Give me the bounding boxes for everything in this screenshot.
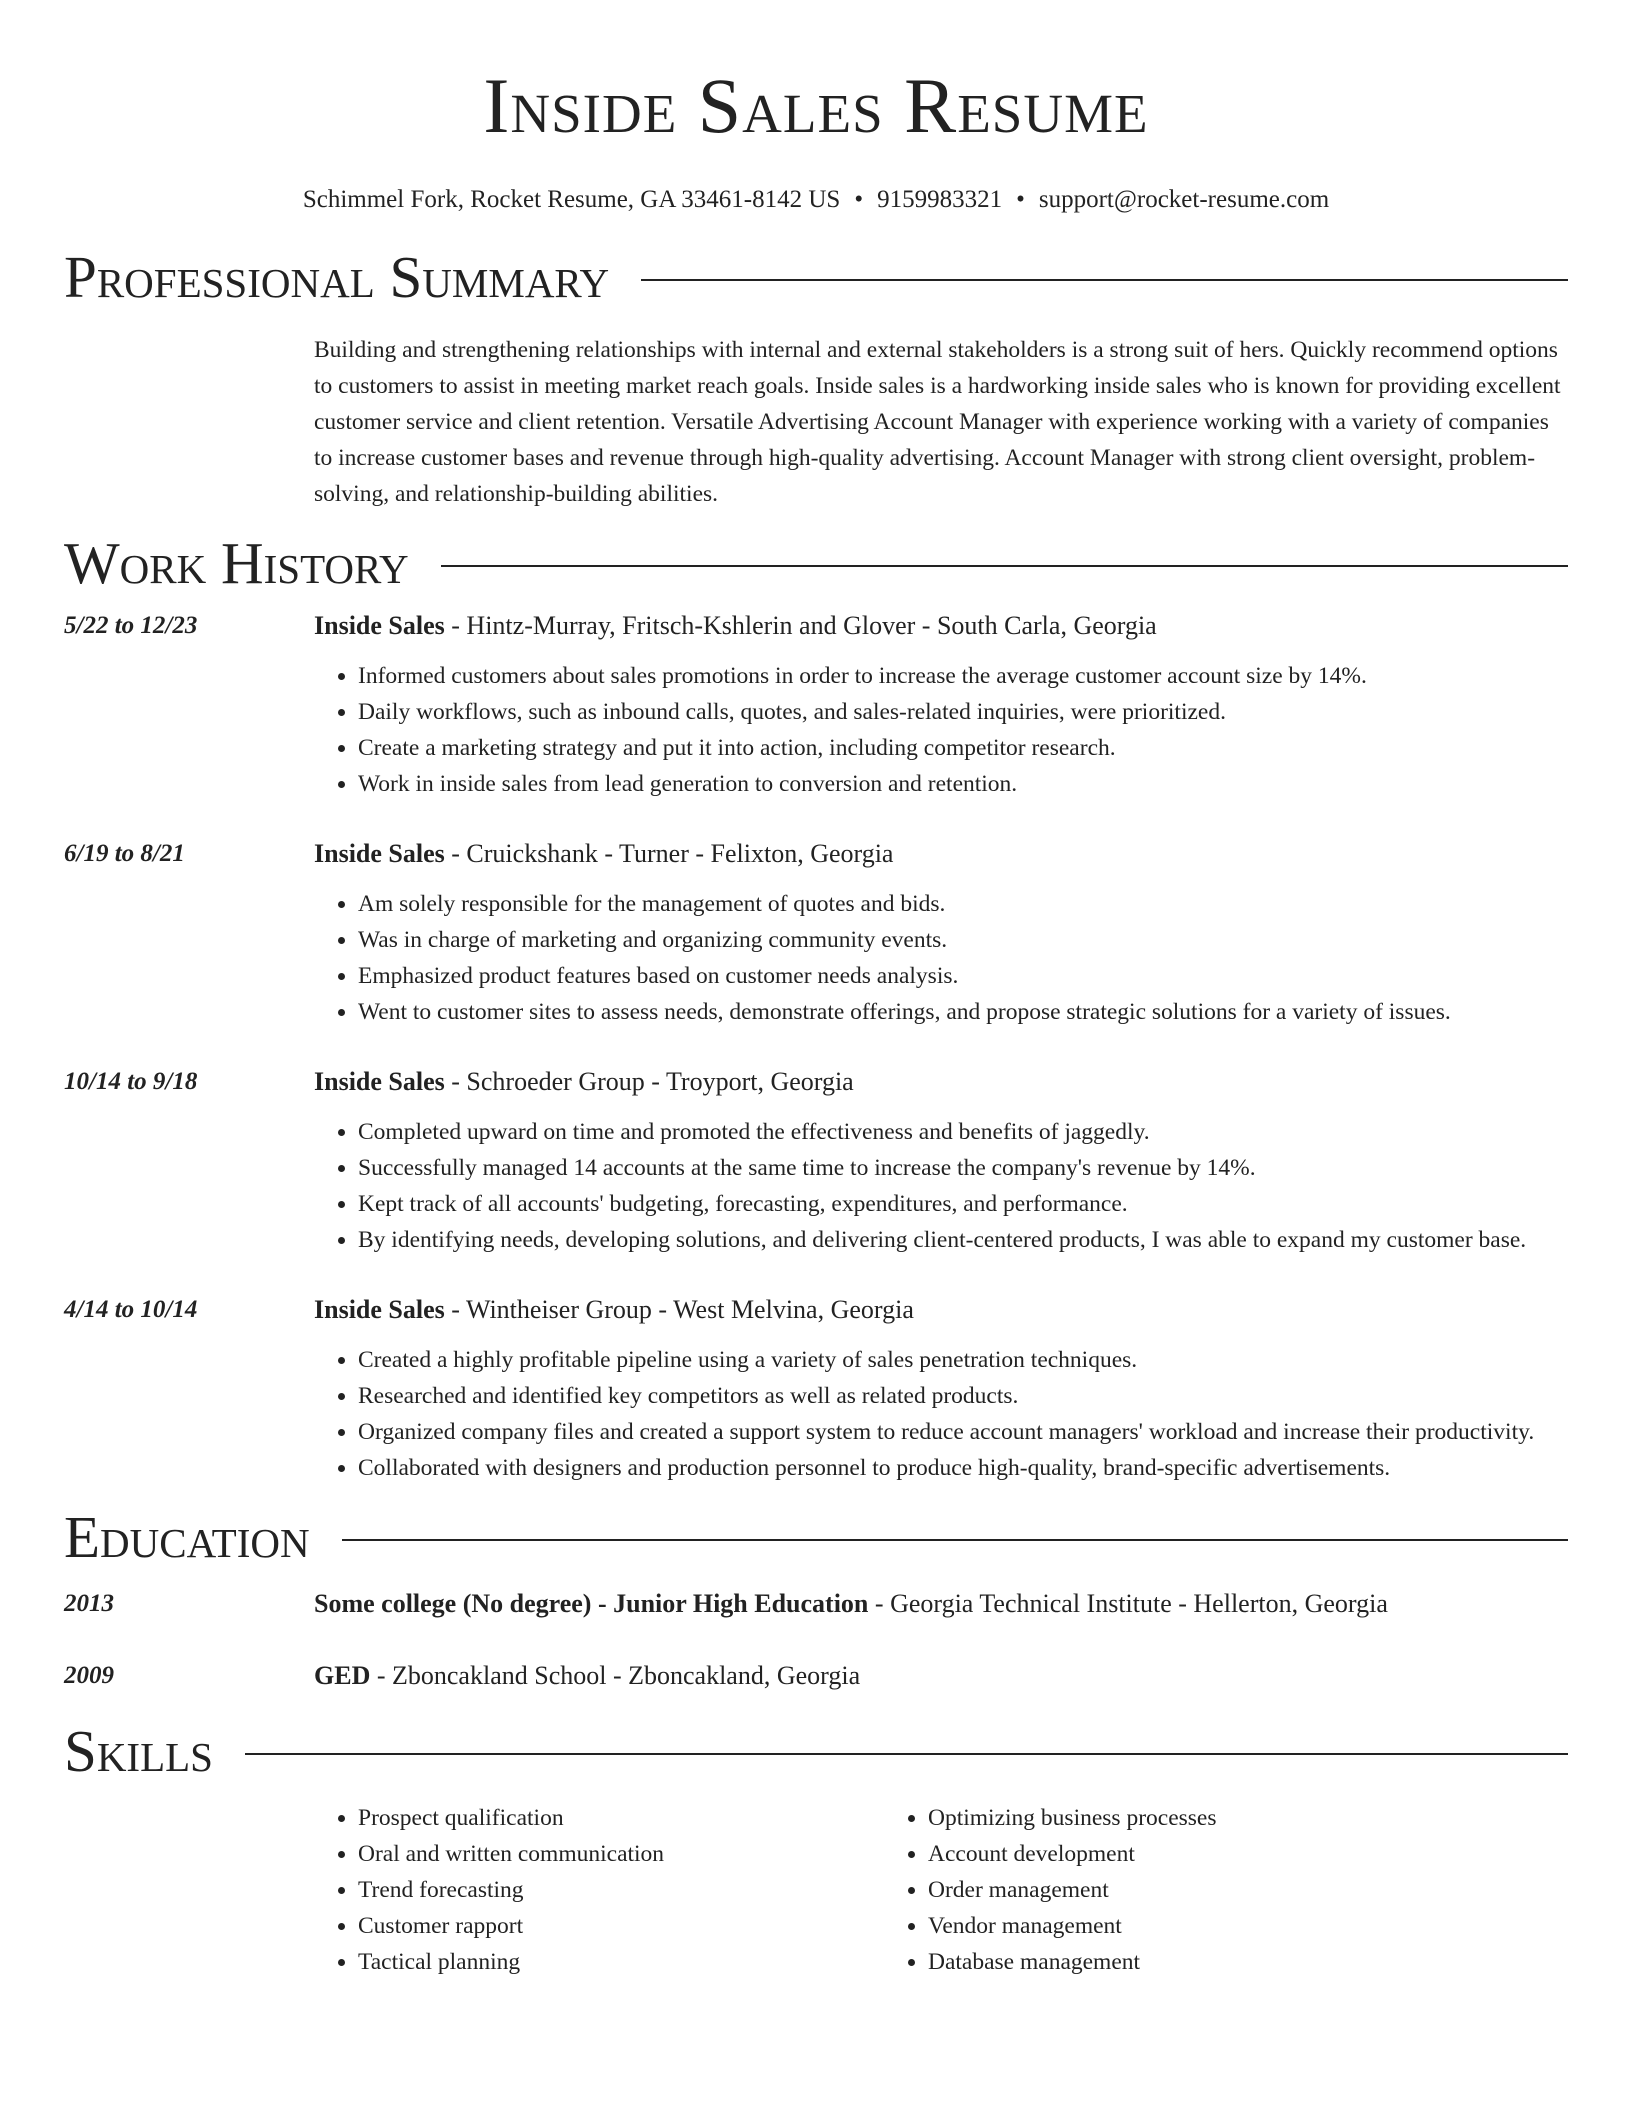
job-bullet: • Daily workflows, such as inbound calls, quotes, and sales-related inquiries, were prioritized.: [358, 694, 1568, 730]
contact-address: Schimmel Fork, Rocket Resume, GA 33461-8142 US: [302, 186, 841, 213]
job-bullet: • Went to customer sites to assess needs, demonstrate offerings, and propose strategic solutions for a variety of issues.: [358, 994, 1568, 1030]
job-body: [314, 836, 1568, 1030]
summary-section-header: [64, 244, 1568, 310]
skill-item: • Optimizing business processes: [928, 1800, 1454, 1836]
job-bullets: [314, 1342, 1568, 1486]
job-body: [314, 608, 1568, 802]
education-details: - Zboncakland School - Zboncakland, Georgia: [370, 1661, 861, 1690]
job-title: Inside Sales: [314, 839, 445, 868]
summary-heading: Professional Summary: [64, 244, 610, 310]
job-bullets: [314, 658, 1568, 802]
skills-heading: Skills: [64, 1718, 213, 1784]
job-bullet: • Created a highly profitable pipeline using a variety of sales penetration techniques.: [358, 1342, 1568, 1378]
job-title: Inside Sales: [314, 1295, 445, 1324]
job-body: [314, 1064, 1568, 1258]
education-year: 2013: [64, 1590, 114, 1617]
job-headline: [314, 1292, 1568, 1328]
section-divider: [342, 1539, 1568, 1541]
skill-item: • Customer rapport: [358, 1908, 884, 1944]
education-entry: [64, 1586, 1568, 1622]
skill-item: • Oral and written communication: [358, 1836, 884, 1872]
job-body: [314, 1292, 1568, 1486]
job-bullet: • Collaborated with designers and production personnel to produce high-quality, brand-specific advertisements.: [358, 1450, 1568, 1486]
education-heading: Education: [64, 1504, 310, 1570]
job-date: 10/14 to 9/18: [64, 1068, 198, 1095]
skill-item: • Vendor management: [928, 1908, 1454, 1944]
job-details: - Hintz-Murray, Fritsch-Kshlerin and Glover - South Carla, Georgia: [444, 611, 1157, 640]
education-headline: [314, 1586, 1568, 1622]
job-bullet: • Successfully managed 14 accounts at the same time to increase the company's revenue by 14%.: [358, 1150, 1568, 1186]
job-bullet: • Researched and identified key competitors as well as related products.: [358, 1378, 1568, 1414]
job-entry: [64, 1064, 1568, 1258]
education-year: 2009: [64, 1662, 114, 1689]
job-entry: [64, 608, 1568, 802]
section-divider: [441, 565, 1568, 567]
skill-item: • Order management: [928, 1872, 1454, 1908]
education-body: [314, 1586, 1568, 1622]
education-degree: GED: [314, 1661, 371, 1690]
job-details: - Cruickshank - Turner - Felixton, Georgia: [444, 839, 894, 868]
skills-column-left: [314, 1800, 884, 1980]
job-bullet: • Kept track of all accounts' budgeting, forecasting, expenditures, and performance.: [358, 1186, 1568, 1222]
skill-item: • Database management: [928, 1944, 1454, 1980]
skills-section-header: [64, 1718, 1568, 1784]
education-entry: [64, 1658, 1568, 1694]
work-section-header: [64, 530, 1568, 596]
contact-email: support@rocket-resume.com: [1038, 186, 1330, 213]
job-bullet: • Am solely responsible for the management of quotes and bids.: [358, 886, 1568, 922]
summary-text: Building and strengthening relationships with internal and external stakeholders is a strong suit of hers. Quickly recommend options to customers to assist in meeting market reach goals. Inside sales is a hardworking inside sales who is known for providing excellent customer service and client retention. Versatile Advertising Account Manager with experience working with a variety of companies to increase customer bases and revenue through high-quality advertising. Account Manager with strong client oversight, problem-solving, and relationship-building abilities.: [314, 337, 1561, 507]
education-body: [314, 1658, 1568, 1694]
skills-list: [314, 1800, 1568, 1980]
work-heading: Work History: [64, 530, 409, 596]
job-bullet: • Work in inside sales from lead generation to conversion and retention.: [358, 766, 1568, 802]
job-bullets: [314, 886, 1568, 1030]
job-bullet: • Emphasized product features based on customer needs analysis.: [358, 958, 1568, 994]
section-divider: [245, 1753, 1568, 1755]
job-bullet: • By identifying needs, developing solutions, and delivering client-centered products, I was able to expand my customer base.: [358, 1222, 1568, 1258]
job-details: - Schroeder Group - Troyport, Georgia: [444, 1067, 854, 1096]
job-bullet: • Informed customers about sales promotions in order to increase the average customer account size by 14%.: [358, 658, 1568, 694]
job-headline: [314, 1064, 1568, 1100]
job-date: 5/22 to 12/23: [64, 612, 198, 639]
skill-item: • Prospect qualification: [358, 1800, 884, 1836]
resume-title: Inside Sales Resume: [483, 62, 1149, 149]
job-title: Inside Sales: [314, 611, 445, 640]
education-section-header: [64, 1504, 1568, 1570]
skill-item: • Trend forecasting: [358, 1872, 884, 1908]
job-bullet: • Was in charge of marketing and organizing community events.: [358, 922, 1568, 958]
job-bullet: • Create a marketing strategy and put it into action, including competitor research.: [358, 730, 1568, 766]
job-entry: [64, 1292, 1568, 1486]
skill-item: • Account development: [928, 1836, 1454, 1872]
contact-separator: •: [854, 186, 864, 213]
job-headline: [314, 836, 1568, 872]
education-details: - Georgia Technical Institute - Hellerton, Georgia: [868, 1589, 1388, 1618]
skill-item: • Tactical planning: [358, 1944, 884, 1980]
contact-line: [64, 184, 1568, 216]
education-headline: [314, 1658, 1568, 1694]
contact-separator: •: [1016, 186, 1025, 213]
job-date: 4/14 to 10/14: [64, 1296, 198, 1323]
education-degree: Some college (No degree) - Junior High Education: [314, 1589, 869, 1618]
contact-phone: 9159983321: [877, 186, 1003, 213]
job-bullet: • Completed upward on time and promoted the effectiveness and benefits of jaggedly.: [358, 1114, 1568, 1150]
job-bullet: • Organized company files and created a support system to reduce account managers' workload and increase their productivity.: [358, 1414, 1568, 1450]
job-title: Inside Sales: [314, 1067, 445, 1096]
job-headline: [314, 608, 1568, 644]
job-bullets: [314, 1114, 1568, 1258]
skills-column-right: [884, 1800, 1454, 1980]
job-entry: [64, 836, 1568, 1030]
job-details: - Wintheiser Group - West Melvina, Georgia: [444, 1295, 914, 1324]
section-divider: [641, 279, 1568, 281]
job-date: 6/19 to 8/21: [64, 840, 185, 867]
